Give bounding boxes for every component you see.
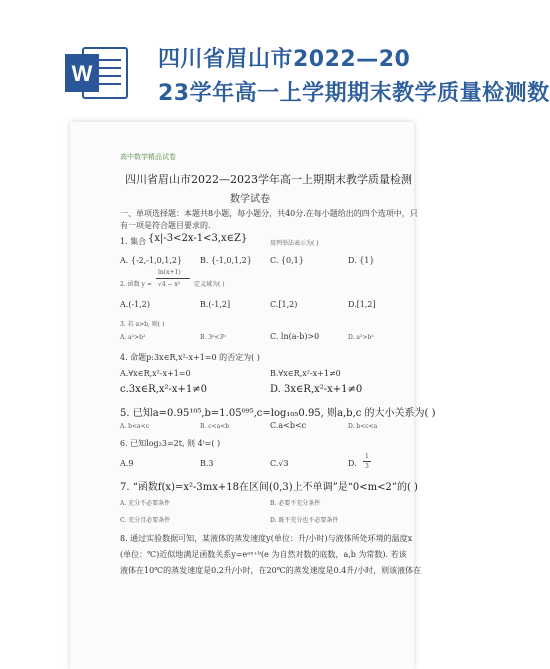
q7-option-a: A. 充分不必要条件 (120, 500, 171, 507)
word-document-icon (63, 44, 131, 102)
q4-option-a: A.∀x∈R,x²-x+1=0 (120, 369, 191, 378)
q4-option-d: D. 3x∈R,x²-x+1≠0 (270, 384, 363, 395)
q8-line-1: 8. 通过实验数据可知，某液体的蒸发速度y(单位：升/小时)与液体所处环境的温度x (120, 534, 413, 543)
q7-option-b: B. 必要不充分条件 (270, 500, 321, 507)
q3-stem: 3. 若 a>b, 则( ) (120, 321, 165, 328)
page-title-line-2: 23学年高一上学期期末教学质量检测数 (158, 81, 550, 106)
q3-option-c: C. ln(a-b)>0 (270, 332, 320, 341)
instructions-line-1: 一、单项选择题：本题共8小题，每小题分，共40分.在每小题给出的四个选项中，只 (120, 209, 418, 218)
q6-stem: 6. 已知log₂3=2t, 则 4ᵗ=( ) (120, 439, 221, 448)
q8-line-2: (单位：℃)近似地满足函数关系y=eᵃˣ⁺ᵇ(e 为自然对数的底数，a,b 为常数). 若该 (120, 550, 407, 559)
q3-option-b: B. 3ᵃ<3ᵇ (200, 334, 226, 341)
q8-line-3: 液体在10℃的蒸发速度是0.2升/小时，在20℃的蒸发速度是0.4升/小时，则该液体在 (120, 566, 422, 575)
q6-option-a: A.9 (120, 459, 134, 468)
q6-option-d-numerator: 1 (365, 453, 369, 460)
q4-stem: 4. 命题p:3x∈R,x²-x+1=0 的否定为( ) (120, 353, 260, 362)
q1-stem-prefix: 1. 集合 (120, 237, 147, 246)
q7-option-c: C. 充分且必要条件 (120, 517, 171, 524)
q2-fraction-bar (156, 278, 190, 279)
q1-option-a: A. {-2,-1,0,1,2} (120, 256, 183, 265)
header (0, 0, 550, 120)
q1-stem-suffix: 用列举法表示为( ) (270, 240, 319, 247)
q7-option-d: D. 既不充分也不必要条件 (270, 517, 339, 524)
q5-option-d: D. b<c<a (348, 423, 378, 430)
q2-numerator: ln(x+1) (158, 269, 181, 276)
q1-set: {x|-3<2x-1<3,x∈Z} (148, 233, 248, 244)
q1-option-c: C. {0,1} (270, 256, 304, 265)
q2-option-c: C.[1,2) (270, 300, 298, 309)
q6-option-c: C.√3 (270, 459, 289, 468)
q6-fraction-bar (363, 461, 371, 462)
q2-option-b: B.(-1,2] (200, 300, 231, 309)
q5-option-c: C.a<b<c (270, 421, 307, 430)
document-page (70, 122, 436, 669)
q2-option-a: A.(-1,2) (120, 300, 150, 309)
q4-option-b: B.∀x∈R,x²-x+1≠0 (270, 369, 341, 378)
q1-option-d: D. {1} (348, 256, 375, 265)
q2-denominator: √4 − x² (158, 281, 181, 288)
svg-text:W: W (71, 61, 93, 86)
doc-subtitle: 数学试卷 (230, 194, 270, 205)
q2-option-d: D.[1,2] (348, 300, 376, 309)
q6-option-d-denominator: 3 (365, 463, 369, 470)
q6-option-b: B.3 (200, 459, 214, 468)
q6-option-d: D. (348, 459, 357, 468)
q4-option-c: c.3x∈R,x²-x+1≠0 (120, 384, 208, 395)
q5-stem: 5. 已知a=0.95¹⁰⁵,b=1.05⁰⁹⁵,c=log₁₀₅0.95, 则a,b,c 的大小关系为( ) (120, 408, 436, 419)
instructions-line-2: 有一项是符合题目要求的. (120, 221, 211, 230)
q3-option-a: A. a²>b² (120, 334, 146, 341)
q5-option-a: A. b<a<c (120, 423, 149, 430)
q5-option-b: B. c<a<b (200, 423, 230, 430)
page-title-line-1: 四川省眉山市2022—20 (158, 47, 411, 72)
q1-option-b: B. {-1,0,1,2} (200, 256, 252, 265)
q3-option-d: D. a³>b³ (348, 334, 374, 341)
q2-stem-suffix: 定义域为( ) (194, 281, 225, 288)
doc-title: 四川省眉山市2022—2023学年高一上期期末教学质量检测 (125, 173, 412, 186)
q2-stem-prefix: 2. 函数 y = (120, 281, 152, 288)
doc-tag: 高中数学精品试卷 (120, 153, 176, 161)
q7-stem: 7. “函数f(x)=x²-3mx+18在区间(0,3)上不单调”是“0<m<2”的( ) (120, 482, 418, 493)
